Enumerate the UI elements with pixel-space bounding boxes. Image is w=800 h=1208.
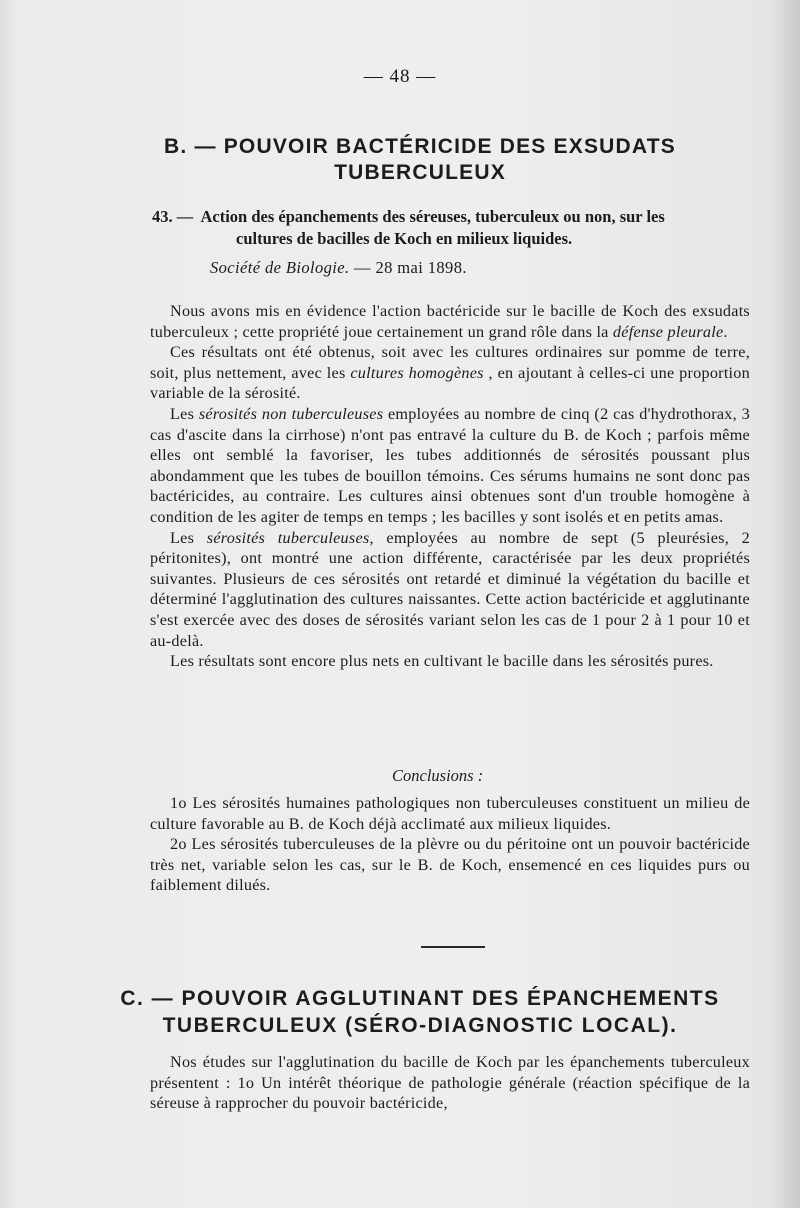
item-title-line2: cultures de bacilles de Koch en milieux liquides.	[236, 229, 573, 248]
item-title	[152, 206, 742, 250]
paragraph: Ces résultats ont été obtenus, soit avec les cultures ordinaires sur pomme de terre, soit, plus nettement, avec les cultures homogènes , en ajoutant à celles-ci une proportion variable de la sérosité.	[150, 343, 750, 403]
section-c-heading: C. — POUVOIR AGGLUTINANT DES ÉPANCHEMENTS TUBERCULEUX (SÉRO-DIAGNOSTIC LOCAL).	[120, 987, 720, 1037]
conclusion-item: 1o Les sérosités humaines pathologiques non tuberculeuses constituent un milieu de culture favorable au B. de Koch déjà acclimaté aux milieux liquides.	[150, 794, 750, 833]
conclusions-list	[150, 793, 750, 896]
section-b-body	[150, 301, 750, 672]
conclusion-item: 2o Les sérosités tuberculeuses de la plèvre ou du péritoine ont un pouvoir bactéricide très net, variable selon les cas, sur le B. de Koch, ensemencé en ces liquides purs ou faiblement dilués.	[150, 835, 750, 895]
section-divider	[421, 946, 485, 948]
conclusions-title: Conclusions :	[392, 766, 484, 785]
paragraph: Nous avons mis en évidence l'action bactéricide sur le bacille de Koch des exsudats tuberculeux ; cette propriété joue certainement un grand rôle dans la défense pleurale.	[150, 302, 750, 341]
page-number: — 48 —	[363, 66, 437, 87]
section-b-heading: B. — POUVOIR BACTÉRICIDE DES EXSUDATS TUBERCULEUX	[164, 135, 676, 184]
paragraph: Nos études sur l'agglutination du bacille de Koch par les épanchements tuberculeux présentent : 1o Un intérêt théorique de pathologie générale (réaction spécifique de la séreuse à rapprocher du pouvoir bactéricide,	[150, 1053, 750, 1113]
paragraph: Les sérosités non tuberculeuses employées au nombre de cinq (2 cas d'hydrothorax, 3 cas d'ascite dans la cirrhose) n'ont pas entravé la culture du B. de Koch ; parfois même elles ont semblé la favoriser, les tubes additionnés de sérosités poussant plus abondamment que les tubes de bouillon témoins. Ces sérums humains ne sont donc pas bactéricides, au contraire. Les cultures ainsi obtenues sont d'un trouble homogène à condition de les agiter de temps en temps ; les bacilles y sont isolés et en petits amas.	[150, 404, 750, 526]
item-title-line1: Action des épanchements des séreuses, tuberculeux ou non, sur les	[200, 207, 665, 226]
source-society: Société de Biologie.	[210, 258, 350, 277]
item-number: 43. —	[152, 207, 194, 226]
source-date: — 28 mai 1898.	[349, 258, 467, 277]
section-c-body	[150, 1052, 750, 1114]
paragraph: Les résultats sont encore plus nets en cultivant le bacille dans les sérosités pures.	[170, 652, 714, 671]
paragraph: Les sérosités tuberculeuses, employées au nombre de sept (5 pleurésies, 2 péritonites), ont montré une action différente, caractérisée par les deux propriétés suivantes. Plusieurs de ces sérosités ont retardé et diminué la végétation du bacille et déterminé l'agglutination des cultures naissantes. Cette action bactéricide et agglutinante s'est exercée avec des doses de sérosités variant selon les cas de 1 pour 2 à 1 pour 10 et au-delà.	[150, 528, 751, 650]
source-citation	[210, 258, 467, 278]
